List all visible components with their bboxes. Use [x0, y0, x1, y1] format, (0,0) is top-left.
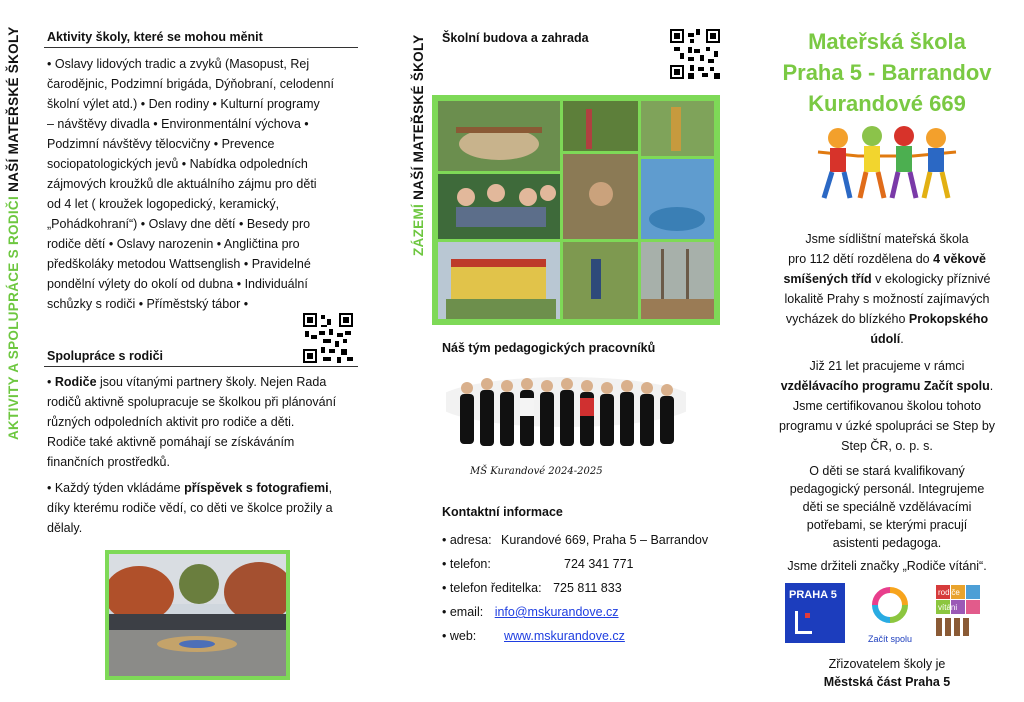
program-bold: vzdělávacího programu Začít spolu: [780, 379, 990, 393]
intro-bold: smíšených tříd: [783, 272, 872, 286]
program-line: Step ČR, o. p. s.: [841, 439, 933, 453]
zacit-spolu-logo-text: Začít spolu: [867, 634, 913, 644]
middle-vertical-title: [411, 34, 426, 256]
cooperation-text: • Rodiče jsou vítanými partnery školy. Nejen Rada rodičů aktivně spolupracuje se školkou při plánování různých odpoledních aktivit pro rodiče a děti. Rodiče také aktivně pomáhají se získáváním finančních prostředků. • Každý týden vkládáme příspěvek s fotografiemi, díky kterému rodiče vědí, co děti ve školce prožily a dělaly.: [47, 372, 361, 538]
program-line: .: [989, 379, 994, 393]
activities-line: „Pohádkohraní“) • Oslavy dne dětí • Besedy pro: [47, 217, 311, 231]
contact-email-row: [442, 600, 732, 624]
cooperation-heading: Spolupráce s rodiči: [47, 349, 164, 363]
coop-line: jsou vítanými partnery školy. Nejen Rada: [96, 375, 327, 389]
coop-line: finančních prostředků.: [47, 455, 170, 469]
rodice-logo-text: rodiče: [938, 588, 960, 597]
activities-divider: [44, 47, 358, 48]
intro-line: .: [900, 332, 904, 346]
program-line: programu v úzké spolupráci se Step by: [778, 419, 996, 433]
team-photo: [446, 372, 686, 480]
praha5-logo: [785, 583, 845, 643]
vitani-logo-text: vítáni: [938, 603, 958, 612]
activities-line: – návštěvy divadla • Environmentální výchova •: [47, 117, 309, 131]
coop-line: různých odpoledních aktivit pro rodiče a děti.: [47, 415, 295, 429]
intro-bold: údolí: [870, 332, 901, 346]
intro-line: v ekologicky příznivé: [871, 272, 991, 286]
contact-heading: Kontaktní informace: [442, 505, 563, 519]
activities-text: [47, 54, 367, 314]
activities-line: sociopatologických jevů • Nabídka odpoledních: [47, 157, 308, 171]
contact-label: • telefon ředitelka:: [442, 581, 542, 595]
staff-line: asistenti pedagoga.: [832, 536, 942, 550]
rodice-vitani-logo: [936, 585, 980, 643]
cooperation-divider: [44, 366, 358, 367]
zacit-spolu-icon: [857, 583, 923, 627]
contact-phone-row: [442, 552, 732, 576]
activities-line: schůzky s rodiči • Příměstský tábor •: [47, 297, 249, 311]
coop-bold-parents: Rodiče: [54, 375, 97, 389]
intro-text: [760, 229, 1014, 349]
contact-label: • email:: [442, 605, 484, 619]
coop-p2-end: ,: [328, 481, 333, 495]
brand-text: Jsme držiteli značky „Rodiče vítáni“.: [787, 559, 987, 573]
middle-vertical-title-green: ZÁZEMÍ: [411, 203, 426, 256]
group-photo: [105, 550, 290, 680]
staff-line: O děti se stará kvalifikovaný: [809, 464, 965, 478]
school-title: [760, 26, 1014, 119]
founder-line: Zřizovatelem školy je: [828, 657, 946, 671]
contact-director-phone-row: [442, 576, 732, 600]
coop-p2-start: • Každý týden vkládáme: [47, 481, 185, 495]
intro-bold: Prokopského: [908, 312, 989, 326]
activities-line: od 4 let ( kroužek logopedický, keramický,: [47, 197, 280, 211]
school-title-line: Praha 5 - Barrandov: [782, 60, 992, 85]
staff-line: děti se speciálně vzdělávacími: [802, 500, 972, 514]
contact-phone[interactable]: 724 341 771: [564, 557, 634, 571]
staff-line: pedagogický personál. Integrujeme: [789, 482, 985, 496]
contact-list: [442, 528, 732, 648]
contact-label: • telefon:: [442, 557, 491, 571]
contact-label: • web:: [442, 629, 477, 643]
intro-line: vycházek do blízkého: [785, 312, 909, 326]
coop-line: rodičů aktivně spolupracuje se školkou při plánování: [47, 395, 337, 409]
intro-line: Jsme sídlištní mateřská škola: [805, 232, 969, 246]
activities-line: školní výlet atd.) • Den rodiny • Kulturní programy: [47, 97, 320, 111]
contact-director-phone[interactable]: 725 811 833: [553, 581, 622, 595]
program-line: Jsme certifikovanou školou tohoto: [792, 399, 982, 413]
activities-line: čarodějnic, Podzimní brigáda, Dýňobraní, celodenní: [47, 77, 334, 91]
activities-line: Podzimní návštěvy tělocvičny • Prevence: [47, 137, 275, 151]
contact-address-row: [442, 528, 732, 552]
qr-icon: [670, 29, 720, 79]
founder-text: [760, 655, 1014, 691]
activities-line: zájmových kroužků dle aktuálního zájmu pro děti: [47, 177, 317, 191]
coop-line: díky kterému rodiče vědí, co děti ve školce prožily a: [47, 501, 333, 515]
children-holding-hands-illustration: [808, 122, 963, 209]
web-link[interactable]: www.mskurandove.cz: [504, 629, 625, 643]
team-heading: Náš tým pedagogických pracovníků: [442, 341, 656, 355]
founder-name: Městská část Praha 5: [823, 675, 951, 689]
contact-label: • adresa:: [442, 533, 492, 547]
building-photo-collage: [432, 95, 720, 325]
coop-line: dělaly.: [47, 521, 83, 535]
activities-heading: Aktivity školy, které se mohou měnit: [47, 30, 263, 44]
activities-line: pondělní výlety do okolí od dubna • Individuální: [47, 277, 308, 291]
left-vertical-title-green: AKTIVITY A SPOLUPRÁCE S RODIČI: [6, 195, 21, 440]
left-vertical-title-black: NAŠÍ MATEŘSKÉ ŠKOLY: [6, 26, 21, 192]
activities-line: rodiče dětí • Oslavy narozenin • Angličtina pro: [47, 237, 300, 251]
intro-line: lokalitě Prahy s možností zajímavých: [784, 292, 990, 306]
coop-p2-bold: příspěvek s fotografiemi: [184, 481, 329, 495]
contact-web-row: [442, 624, 732, 648]
program-text: [760, 356, 1014, 456]
coop-line: Rodiče také aktivně pomáhají se získáváním: [47, 435, 295, 449]
activities-line: předškoláky metodou Wattsenglish • Pravidelné: [47, 257, 311, 271]
left-vertical-title: [6, 26, 21, 440]
middle-vertical-title-black: NAŠÍ MATEŘSKÉ ŠKOLY: [411, 34, 426, 200]
contact-address: Kurandové 669, Praha 5 – Barrandov: [501, 533, 709, 547]
email-link[interactable]: info@mskurandove.cz: [494, 605, 619, 619]
praha5-logo-text: PRAHA 5: [789, 589, 837, 601]
intro-line: pro 112 dětí rozdělena do: [788, 252, 934, 266]
staff-line: potřebami, se kterými pracují: [806, 518, 968, 532]
intro-bold: 4 věkově: [933, 252, 986, 266]
qr-icon: [303, 313, 353, 363]
staff-text: [760, 462, 1014, 552]
activities-line: • Oslavy lidových tradic a zvyků (Masopust, Rej: [47, 57, 310, 71]
zacit-spolu-logo: [857, 583, 923, 643]
program-line: Již 21 let pracujeme v rámci: [809, 359, 965, 373]
team-photo-caption: MŠ Kurandové 2024-2025: [470, 466, 603, 477]
school-title-line: Kurandové 669: [808, 91, 966, 116]
school-title-line: Mateřská škola: [808, 29, 966, 54]
building-heading: Školní budova a zahrada: [442, 31, 589, 45]
